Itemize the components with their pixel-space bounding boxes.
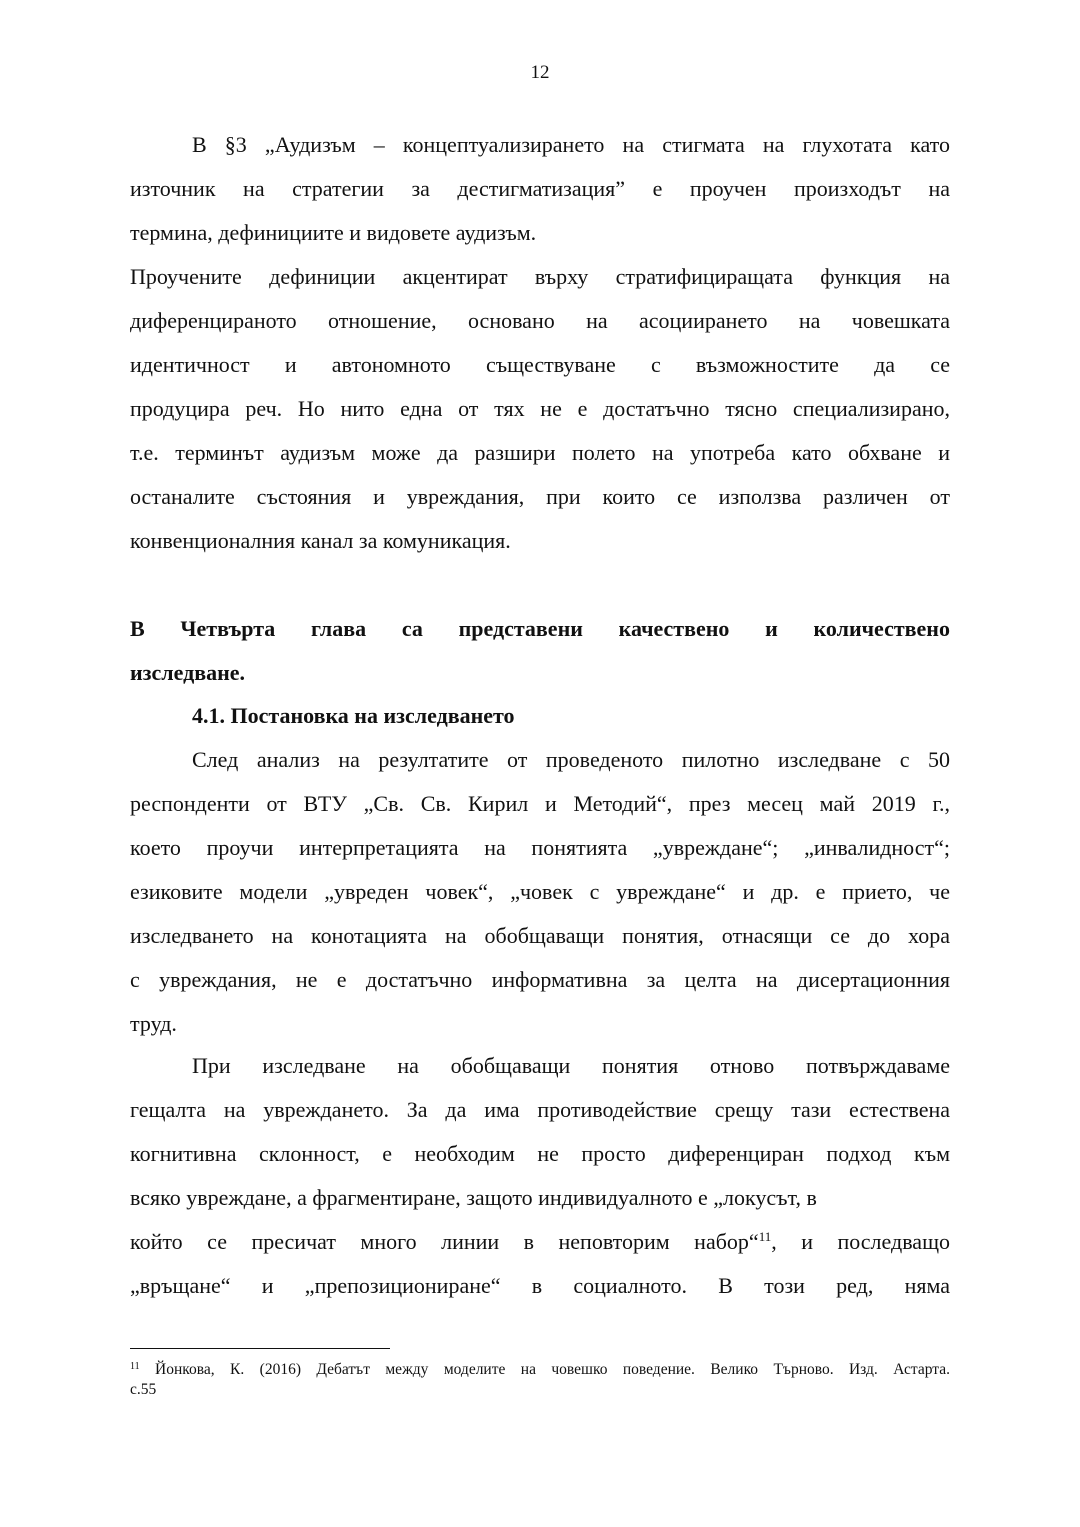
text-line: гещалта на увреждането. За да има противодействие срещу тази естествена	[130, 1097, 950, 1122]
text-line: „връщане“ и „препозициониране“ в социалното. В този ред, няма	[130, 1273, 950, 1298]
text-line: конвенционалния канал за комуникация.	[130, 528, 511, 553]
section-heading: 4.1. Постановка на изследването	[192, 703, 515, 728]
footnote-number: 11	[130, 1361, 140, 1372]
text-line: с увреждания, не е достатъчно информативна за целта на дисертационния	[130, 967, 950, 992]
text-line: В §3 „Аудизъм – концептуализирането на стигмата на глухотата като	[192, 132, 950, 157]
footnote-text: Йонкова, К. (2016) Дебатът между моделите на човешко поведение. Велико Търново. Изд. Астарта.	[155, 1361, 950, 1378]
text-line	[130, 1227, 950, 1257]
text-line: източник на стратегии за дестигматизация” е проучен произходът на	[130, 176, 950, 201]
page-number: 12	[530, 62, 550, 83]
text-line: когнитивна склонност, е необходим не просто диференциран подход към	[130, 1141, 950, 1166]
text-line: При изследване на обобщаващи понятия отново потвърждаваме	[192, 1053, 950, 1078]
text-line: термина, дефинициите и видовете аудизъм.	[130, 220, 537, 245]
footnote-line	[130, 1360, 950, 1379]
text-line: останалите състояния и увреждания, при които се използва различен от	[130, 484, 950, 509]
text-line: респонденти от ВТУ „Св. Св. Кирил и Методий“, през месец май 2019 г.,	[130, 791, 950, 816]
text-line: продуцира реч. Но нито една от тях не е достатъчно тясно специализирано,	[130, 396, 950, 421]
footnote-line: с.55	[130, 1381, 157, 1398]
heading-line: В Четвърта глава са представени качествено и количествено	[130, 616, 950, 641]
text-line: диференцираното отношение, основано на асоциирането на човешката	[130, 308, 950, 333]
text-line: Проучените дефиниции акцентират върху стратифициращата функция на	[130, 264, 950, 289]
heading-line: изследване.	[130, 660, 246, 685]
text-line: езиковите модели „увреден човек“, „човек с увреждане“ и др. е прието, че	[130, 879, 950, 904]
text-line: изследването на конотацията на обобщаващи понятия, отнасящи се до хора	[130, 923, 950, 948]
text-line: което проучи интерпретацията на понятията „увреждане“; „инвалидност“;	[130, 835, 950, 860]
footnote-divider	[130, 1348, 390, 1349]
footnote-reference[interactable]: 11	[758, 1229, 772, 1244]
text-line: всяко увреждане, а фрагментиране, защото индивидуалното е „локусът, в	[130, 1185, 817, 1210]
text-line: идентичност и автономното съществуване с възможностите да се	[130, 352, 950, 377]
text-line: След анализ на резултатите от проведеното пилотно изследване с 50	[192, 747, 950, 772]
text-segment: който се пресичат много линии в неповторим набор“	[130, 1229, 759, 1254]
text-line: т.е. терминът аудизъм може да разшири полето на употреба като обхване и	[130, 440, 950, 465]
text-segment: , и последващо	[771, 1229, 951, 1254]
text-line: труд.	[130, 1011, 177, 1036]
